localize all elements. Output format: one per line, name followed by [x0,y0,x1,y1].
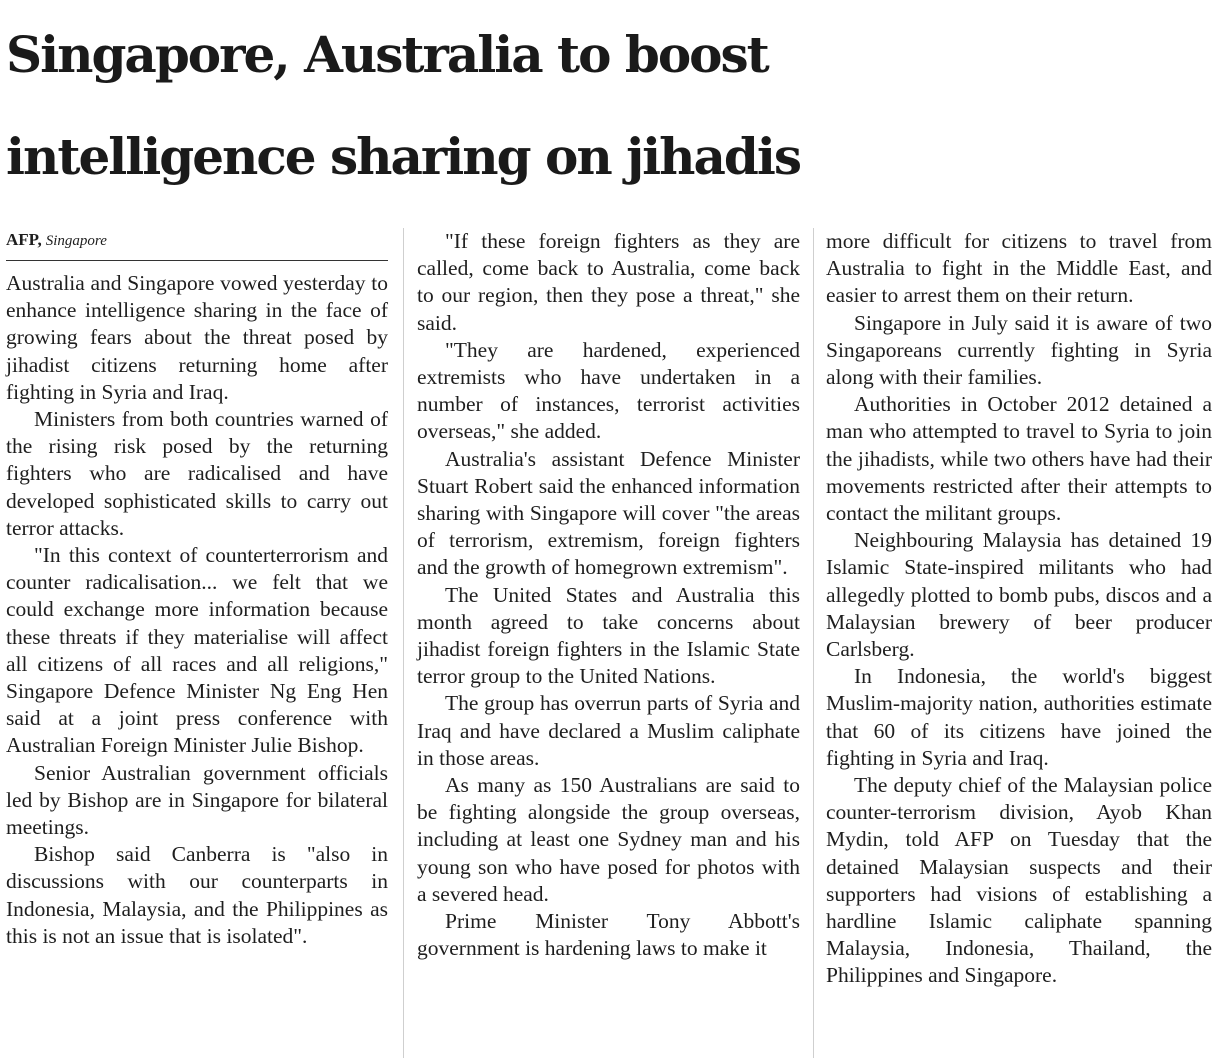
paragraph: The United States and Australia this month agreed to take concerns about jihadist foreign fighters in the Islamic State terror group to the United Nations. [417,582,800,689]
article-column-3 [826,228,1212,990]
paragraph: Authorities in October 2012 detained a man who attempted to travel to Syria to join the jihadists, while two others have had their movements restricted after their attempts to contact the militant groups. [826,392,1212,526]
article-column-2 [417,228,800,962]
paragraph: Senior Australian government officials led by Bishop are in Singapore for bilateral meetings. [6,760,388,840]
paragraph: Australia's assistant Defence Minister Stuart Robert said the enhanced information sharing with Singapore will cover "the areas of terrorism, extremism, foreign fighters and the growth of homegrown extremism". [417,446,800,580]
paragraph: The deputy chief of the Malaysian police counter-terrorism division, Ayob Khan Mydin, told AFP on Tuesday that the detained Malaysian suspects and their supporters had visions of establishing a hardline Islamic caliphate spanning Malaysia, Indonesia, Thailand, the Philippines and Singapore. [826,773,1212,988]
paragraph: The group has overrun parts of Syria and Iraq and have declared a Muslim caliphate in those areas. [417,691,800,770]
paragraph: As many as 150 Australians are said to be fighting alongside the group overseas, including at least one Sydney man and his young son who have posed for photos with a severed head. [417,773,800,906]
paragraph: "In this context of counterterrorism and counter radicalisation... we felt that we could exchange more information because these threats if they materialise will affect all citizens of all races and all religions," Singapore Defence Minister Ng Eng Hen said at a joint press conference with Australian Foreign Minister Julie Bishop. [6,543,388,758]
article-column-1 [6,228,388,950]
paragraph: "If these foreign fighters as they are called, come back to Australia, come back to our region, then they pose a threat," she said. [417,229,800,335]
headline-line-1: Singapore, Australia to boost [6,25,768,84]
paragraph: Neighbouring Malaysia has detained 19 Islamic State-inspired militants who had allegedly plotted to bomb pubs, discos and a Malaysian brewery of beer producer Carlsberg. [826,528,1212,662]
paragraph: "They are hardened, experienced extremists who have undertaken in a number of instances, terrorist activities overseas," she added. [417,337,800,444]
byline-place: Singapore [45,233,107,249]
paragraph: Ministers from both countries warned of the rising risk posed by the returning fighters who are radicalised and have developed sophisticated skills to carry out terror attacks. [6,407,388,540]
headline-line-2: intelligence sharing on jihadis [6,127,801,186]
paragraph: In Indonesia, the world's biggest Muslim-majority nation, authorities estimate that 60 of its citizens have joined the fighting in Syria and Iraq. [826,664,1212,770]
paragraph: Bishop said Canberra is "also in discussions with our counterparts in Indonesia, Malaysia, and the Philippines as this is not an issue that is isolated". [6,842,388,948]
headline [6,4,1226,208]
column-divider [813,228,814,1058]
byline [6,228,388,261]
paragraph: Australia and Singapore vowed yesterday to enhance intelligence sharing in the face of growing fears about the threat posed by jihadist citizens returning home after fighting in Syria and Iraq. [6,271,388,404]
paragraph: more difficult for citizens to travel from Australia to fight in the Middle East, and easier to arrest them on their return. [826,229,1212,308]
paragraph: Prime Minister Tony Abbott's government is hardening laws to make it [417,909,800,961]
column-divider [403,228,404,1058]
byline-agency: AFP, [6,230,42,249]
paragraph: Singapore in July said it is aware of two Singaporeans currently fighting in Syria along with their families. [826,310,1212,390]
